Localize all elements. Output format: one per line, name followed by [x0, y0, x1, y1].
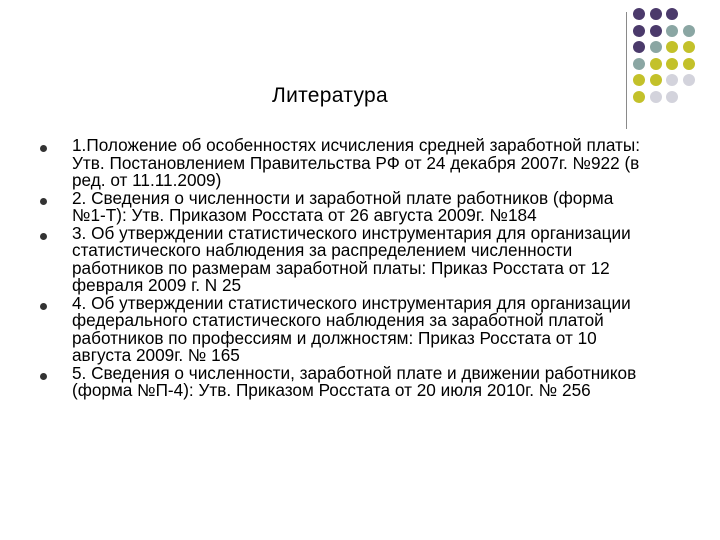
decorative-dot-olive: [683, 41, 695, 53]
list-item-text: 5. Сведения о численности, заработной плате и движении работников (форма №П-4): Утв. Приказом Росстата от 20 июля 2010г. № 256: [72, 362, 637, 400]
decorative-dot-teal: [633, 58, 645, 70]
decorative-dot-purple: [666, 8, 678, 20]
decorative-dot-grid: [633, 8, 720, 128]
reference-list: [40, 137, 650, 400]
decorative-dot-grey: [683, 74, 695, 86]
bullet-icon: [40, 198, 47, 205]
decorative-dot-grey: [650, 91, 662, 103]
list-item-text: 3. Об утверждении статистического инструментария для организации статистического наблюдения за распределением численности работников по размерам заработной платы: Приказ Росстата от 12 февраля 2009 г. N 25: [72, 222, 631, 295]
list-item: [40, 187, 650, 225]
slide-title: Литература: [272, 84, 388, 107]
decorative-dot-olive: [633, 91, 645, 103]
decorative-dot-olive: [683, 58, 695, 70]
list-item: [40, 137, 650, 190]
decorative-dot-grey: [666, 91, 678, 103]
decorative-dot-purple: [650, 25, 662, 37]
decorative-dot-purple: [633, 8, 645, 20]
vertical-divider: [626, 12, 627, 129]
list-item-text: 1.Положение об особенностях исчисления средней заработной платы: Утв. Постановлением Правительства РФ от 24 декабря 2007г. №922 (в ред. от 11.11.2009): [72, 135, 641, 190]
decorative-dot-olive: [666, 41, 678, 53]
decorative-dot-purple: [633, 41, 645, 53]
decorative-dot-teal: [683, 25, 695, 37]
bullet-icon: [40, 303, 47, 310]
decorative-dot-olive: [650, 74, 662, 86]
bullet-icon: [40, 233, 47, 240]
decorative-dot-purple: [650, 8, 662, 20]
list-item-text: 4. Об утверждении статистического инструментария для организации федерального статистического наблюдения за заработной платой работников по профессиям и должностям: Приказ Росстата от 10 августа 2009г. № 165: [72, 292, 631, 365]
list-item: [40, 362, 650, 400]
decorative-dot-olive: [666, 58, 678, 70]
decorative-dot-grey: [666, 74, 678, 86]
decorative-dot-purple: [633, 25, 645, 37]
list-item: [40, 292, 650, 365]
bullet-icon: [40, 373, 47, 380]
decorative-dot-teal: [650, 41, 662, 53]
decorative-dot-olive: [650, 58, 662, 70]
list-item: [40, 222, 650, 295]
bullet-icon: [40, 145, 47, 152]
list-item-text: 2. Сведения о численности и заработной плате работников (форма №1-Т): Утв. Приказом Росстата от 26 августа 2009г. №184: [72, 187, 614, 225]
decorative-dot-olive: [633, 74, 645, 86]
decorative-dot-teal: [666, 25, 678, 37]
